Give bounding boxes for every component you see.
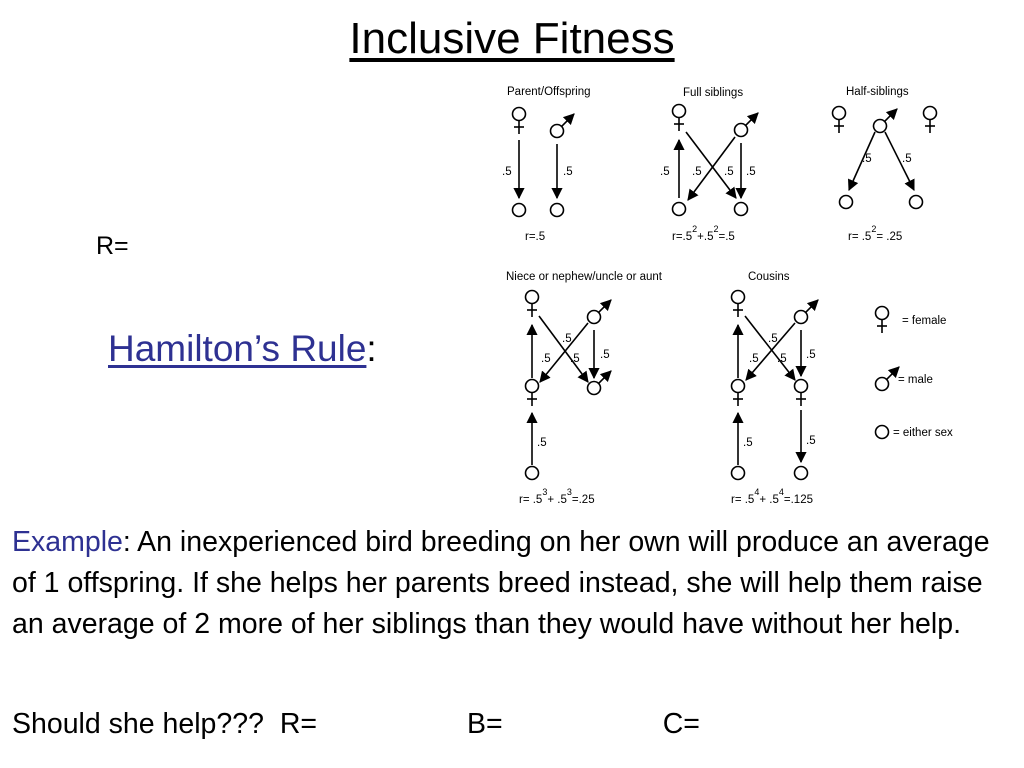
panel-niece-nephew bbox=[526, 291, 612, 480]
either-sex-icon bbox=[735, 203, 748, 216]
edge-arrow bbox=[539, 316, 588, 382]
either-sex-icon bbox=[513, 204, 526, 217]
hamiltons-rule-heading: Hamilton’s Rule: bbox=[108, 328, 377, 369]
edge-arrow bbox=[686, 132, 736, 198]
slide-title: Inclusive Fitness bbox=[349, 14, 675, 63]
edge-label: .5 bbox=[692, 166, 702, 178]
edge-label: .5 bbox=[743, 437, 753, 449]
edge-label: .5 bbox=[777, 353, 787, 365]
edge-label: .5 bbox=[749, 353, 759, 365]
formula: $r= .5^3+ .5^3=.25$ bbox=[519, 487, 595, 506]
formula: $r=.5^2+.5^2=.5$ bbox=[672, 224, 735, 243]
edge-label: .5 bbox=[537, 437, 547, 449]
question-c: C= bbox=[662, 708, 700, 740]
panel-parent-offspring bbox=[513, 108, 575, 217]
example-text: : An inexperienced bird breeding on her own will produce an average of 1 offspring. If she helps her parents breed instead, she will help them raise an average of 2 more of her siblings than they would have without her help. bbox=[12, 526, 990, 640]
edge-label: .5 bbox=[806, 349, 816, 361]
male-icon bbox=[795, 300, 819, 324]
example-paragraph bbox=[12, 522, 1012, 645]
male-icon bbox=[588, 300, 612, 324]
male-icon bbox=[876, 367, 900, 391]
legend-either-label: = either sex bbox=[893, 427, 953, 439]
panel-cousins bbox=[732, 291, 819, 480]
female-icon bbox=[732, 291, 745, 318]
edge-label: .5 bbox=[806, 435, 816, 447]
hamiltons-rule-link[interactable]: Hamilton’s Rule bbox=[108, 328, 367, 369]
relatedness-diagram bbox=[480, 70, 980, 515]
example-keyword: Example bbox=[12, 526, 123, 558]
edge-label: .5 bbox=[562, 333, 572, 345]
edge-label: .5 bbox=[862, 153, 872, 165]
female-icon bbox=[673, 105, 686, 132]
either-sex-icon bbox=[526, 467, 539, 480]
either-sex-icon bbox=[840, 196, 853, 209]
question-r: R= bbox=[279, 708, 318, 740]
either-sex-icon bbox=[876, 426, 889, 439]
female-icon bbox=[513, 108, 526, 135]
female-icon bbox=[876, 307, 889, 334]
either-sex-icon bbox=[910, 196, 923, 209]
question-b: B= bbox=[467, 708, 503, 740]
edge-arrow bbox=[745, 316, 795, 380]
either-sex-icon bbox=[795, 467, 808, 480]
formula: $r= .5^4+ .5^4=.125$ bbox=[731, 487, 813, 506]
either-sex-icon bbox=[732, 467, 745, 480]
panel-half-siblings bbox=[833, 107, 937, 209]
legend-female-label: = female bbox=[902, 315, 947, 327]
question-line: Should she help??? R= B= C= bbox=[12, 708, 700, 740]
legend bbox=[876, 307, 900, 439]
female-icon bbox=[924, 107, 937, 134]
female-icon bbox=[732, 380, 745, 407]
relatedness-label: R= bbox=[96, 232, 129, 260]
female-icon bbox=[795, 380, 808, 407]
either-sex-icon bbox=[551, 204, 564, 217]
female-icon bbox=[833, 107, 846, 134]
edge-label: .5 bbox=[570, 353, 580, 365]
female-icon bbox=[526, 380, 539, 407]
edge-label: .5 bbox=[768, 333, 778, 345]
formula: $r= .5^2= .25$ bbox=[848, 224, 903, 243]
male-icon bbox=[874, 109, 898, 133]
panel-title: Niece or nephew/uncle or aunt bbox=[506, 271, 662, 283]
male-icon bbox=[588, 371, 612, 395]
edge-label: .5 bbox=[563, 166, 573, 178]
panel-title: Parent/Offspring bbox=[507, 86, 591, 98]
edge-label: .5 bbox=[541, 353, 551, 365]
formula: r=.5 bbox=[525, 231, 546, 243]
edge-label: .5 bbox=[724, 166, 734, 178]
edge-label: .5 bbox=[660, 166, 670, 178]
edge-label: .5 bbox=[502, 166, 512, 178]
edge-label: .5 bbox=[746, 166, 756, 178]
edge-label: .5 bbox=[600, 349, 610, 361]
panel-title: Half-siblings bbox=[846, 86, 909, 98]
panel-full-siblings bbox=[673, 105, 759, 216]
female-icon bbox=[526, 291, 539, 318]
male-icon bbox=[551, 114, 575, 138]
legend-male-label: = male bbox=[898, 374, 933, 386]
male-icon bbox=[735, 113, 759, 137]
edge-label: .5 bbox=[902, 153, 912, 165]
panel-title: Cousins bbox=[748, 271, 790, 283]
either-sex-icon bbox=[673, 203, 686, 216]
panel-title: Full siblings bbox=[683, 87, 744, 99]
